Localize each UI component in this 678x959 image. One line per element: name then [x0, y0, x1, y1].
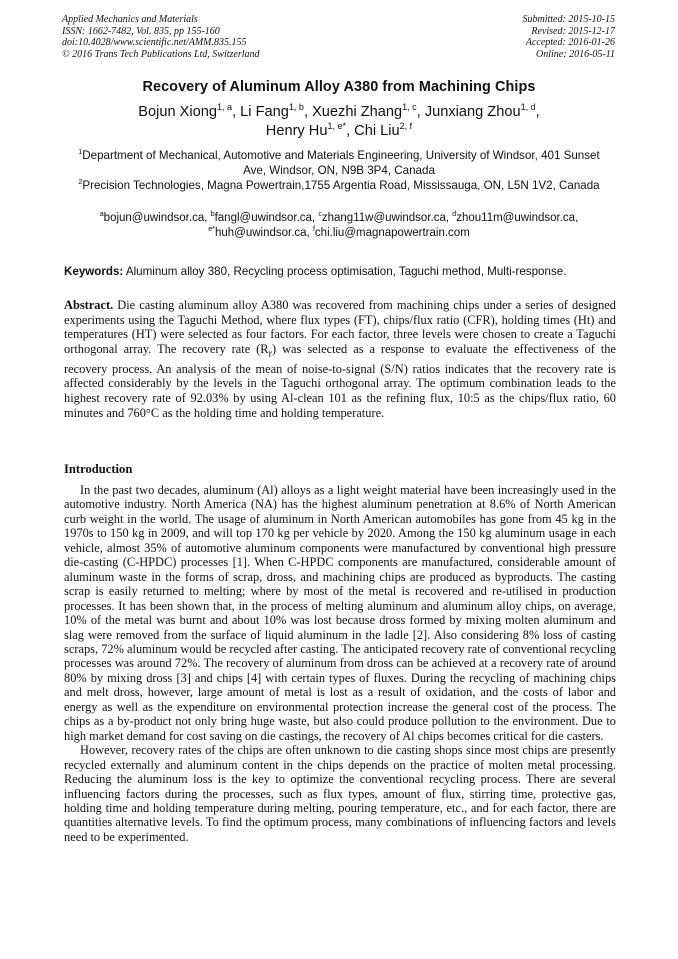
- revised-date: Revised: 2015-12-17: [531, 25, 615, 37]
- email: $^d$zhou11m@uwindsor.ca,: [452, 210, 579, 224]
- submitted-date: Submitted: 2015-10-15: [522, 14, 615, 25]
- email: $^f$chi.liu@magnapowertrain.com: [312, 225, 470, 239]
- paragraph: In the past two decades, aluminum (Al) alloys as a light weight material have been increasingly used in the automotive industry. North America (NA) has the highest aluminum penetration at 8.6% of North American curb weight in the world. The usage of aluminum in North American automobiles has gone from 45 kg in the 1970s to 150 kg in 2009, and will top 170 kg per vehicle by 2020. Among the 150 kg aluminum usage in each vehicle, almost 35% of automotive aluminum components were manufactured by conventional high pressure die-casting (C-HPDC) processes [1]. When C-HPDC components are manufactured, considerable amount of aluminum waste in the forms of scrap, dross, and machining chips are produced as byproducts. The casting scrap is easily returned to melting; where by most of the metal is recovered and re-utilised in production processes. It has been shown that, in the process of melting aluminum and aluminum alloy chips, on average, 10% of the metal was burnt and about 10% was lost because dross formed by mixing molten aluminum and slag were removed from the surface of liquid aluminum in the ladle [2]. Also considering 8% loss of casting scraps, 72% aluminum would be recycled after casting. The anticipated recovery rate of conventional recycling processes was around 72%. The recovery of aluminum from dross can be achieved at a recovery rate of around 80% by mixing dross [3] and chips [4] with certain types of fluxes. During the recycling of machining chips and melt dross, however, large amount of metal is lost as a result of oxidation, and the costs of labor and energy as well as the expenditure on environmental protection increase the general cost of the process. The chips as a by-product not only bring huge waste, but also could produce pollution to the environment. Due to high market demand for cost saving on die castings, the recovery of Al chips becomes critical for die casters.: [64, 483, 616, 743]
- abstract-label: Abstract.: [64, 298, 114, 312]
- author: Henry $Hu^{1, e*}$,: [265, 121, 355, 139]
- author: Bojun Xiong$^{1, a}$,: [138, 102, 241, 120]
- keywords: [64, 265, 616, 279]
- affiliation: $^2$Precision Technologies, Magna Powertrain,1755 Argentia Road, Mississauga, ON, L5N 1V2, Canada: [78, 177, 600, 193]
- email: $^c$zhang11w@uwindsor.ca,: [318, 210, 453, 224]
- paragraph: However, recovery rates of the chips are often unknown to die casting shops since most chips are presently recycled externally and aluminum content in the chips depends on the practice of molten metal processing. Reducing the aluminum loss is the key to optimize the conventional recycling process. There are several influencing factors during the processes, such as flux types, amount of flux, stirring time, protective gas, holding time and holding temperature during melting, pouring temperature, etc., and for each factor, there are quantities alternative levels. To find the optimum process, many combinations of influencing factors and levels need to be experimented.: [64, 743, 616, 844]
- journal-header-right: [523, 14, 616, 60]
- email: $^{e*}$huh@uwindsor.ca,: [208, 225, 313, 239]
- introduction-body: [64, 483, 616, 844]
- section-heading-introduction: Introduction: [64, 462, 133, 476]
- email: $^a$bojun@uwindsor.ca,: [99, 210, 211, 224]
- doi-line: doi:10.4028/www.scientific.net/AMM.835.155: [62, 37, 247, 49]
- author: Junxiang Zhou$^{1, d}$,: [424, 102, 540, 120]
- issn-line: ISSN: 1662-7482, Vol. 835, pp 155-160: [62, 25, 220, 37]
- copyright-line: © 2016 Trans Tech Publications Ltd, Switzerland: [62, 48, 260, 60]
- accepted-date: Accepted: 2016-01-26: [525, 37, 615, 49]
- keywords-text: Aluminum alloy 380, Recycling process optimisation, Taguchi method, Multi-response.: [123, 265, 567, 278]
- journal-header-left: [62, 14, 260, 60]
- author: Chi Liu$^{2, f}$: [354, 121, 413, 139]
- affiliation-list: [72, 148, 606, 194]
- abstract: Abstract. Die casting aluminum alloy A380 was recovered from machining chips under a series of designed experiments using the Taguchi Method, where flux types (FT), chips/flux ratio (CFR), holding times (Ht) and temperatures (HT) were selected as four factors. For each factor, three levels were chosen to create a Taguchi orthogonal array. The recovery rate $(R_r)$ was selected as a response to evaluate the effectiveness of the recovery process. An analysis of the mean of noise-to-signal (S/N) ratios indicates that the recovery rate is affected considerably by the levels in the Taguchi orthogonal array. The optimum combination leads to the highest recovery rate of 92.03% by using Al-clean 101 as the refining flux, 10:5 as the chips/flux ratio, 60 minutes and 760°C as the holding time and holding temperature.: [64, 298, 616, 420]
- affiliation: $^1$Department of Mechanical, Automotive and Materials Engineering, University of Windsor, 401 Sunset Ave, Windsor, ON, N9B 3P4, Canada: [78, 147, 600, 178]
- author: Li Fang$^{1, b}$,: [240, 102, 313, 120]
- journal-name: Applied Mechanics and Materials: [62, 14, 198, 25]
- author-list: [80, 103, 598, 141]
- email: $^b$fangl@uwindsor.ca,: [210, 210, 319, 224]
- online-date: Online: 2016-05-11: [536, 48, 615, 60]
- author: Xuezhi Zhang$^{1, c}$,: [312, 102, 425, 120]
- paper-title: Recovery of Aluminum Alloy A380 from Machining Chips: [142, 79, 536, 95]
- email-list: [62, 211, 616, 241]
- keywords-label: Keywords:: [64, 265, 124, 278]
